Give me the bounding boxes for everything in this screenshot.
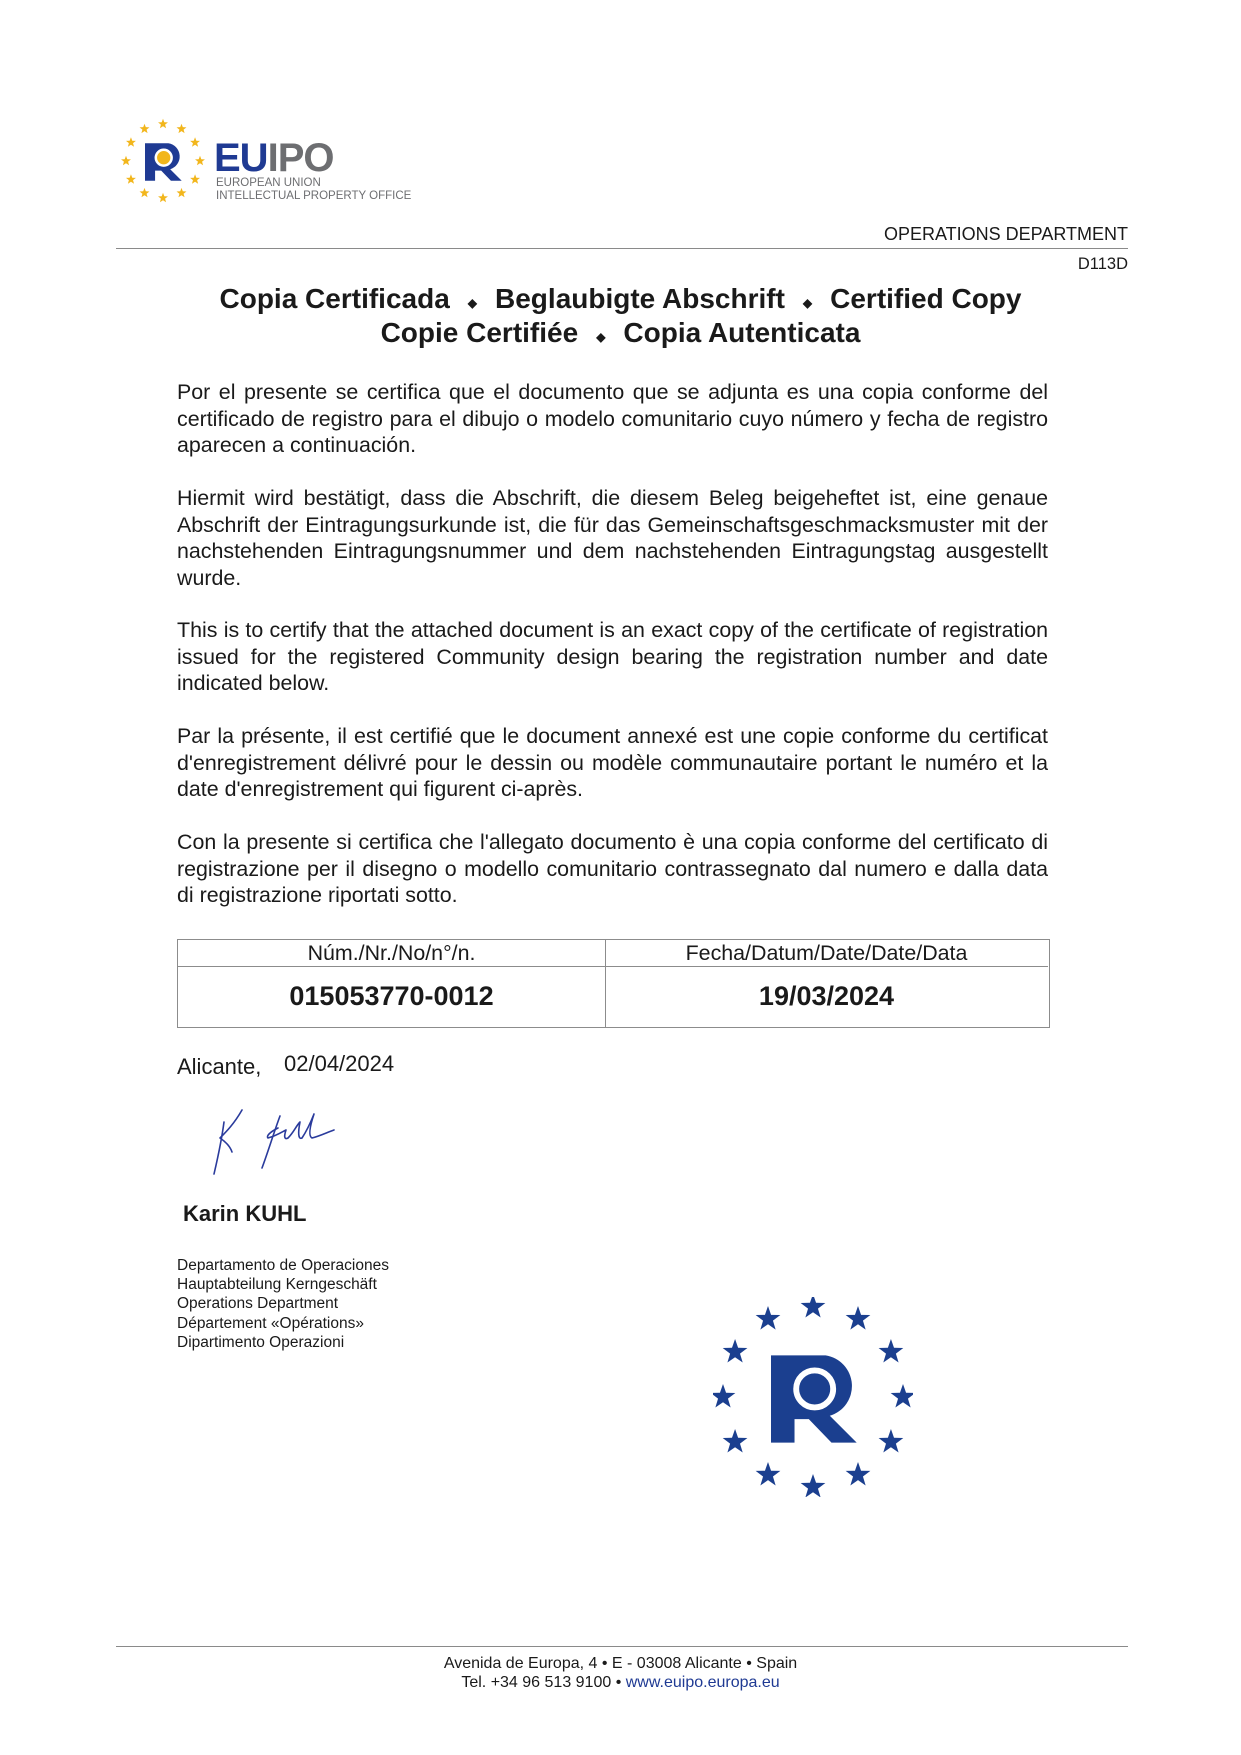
euipo-emblem	[713, 1297, 913, 1497]
footer-contact	[0, 1674, 1241, 1692]
r-letter-icon	[771, 1355, 857, 1442]
title-es: Copia Certificada	[219, 283, 450, 314]
header-divider	[116, 248, 1128, 249]
paragraph-en: This is to certify that the attached document is an exact copy of the certificate of registration issued for the registered Community design bearing the registration number and date indicated below.	[177, 618, 1048, 695]
title-it: Copia Autenticata	[623, 317, 861, 348]
paragraph-es: Por el presente se certifica que el documento que se adjunta es una copia conforme del certificado de registro para el dibujo o modelo comunitario cuyo número y fecha de registro aparecen a continuación.	[177, 380, 1048, 457]
gold-star-icon	[126, 137, 136, 146]
logo-subtitle-line1: EUROPEAN UNION	[216, 177, 321, 189]
gold-star-icon	[177, 188, 187, 197]
footer-phone: Tel. +34 96 513 9100 •	[461, 1674, 626, 1691]
gold-star-icon	[190, 137, 200, 146]
blue-star-icon	[713, 1384, 735, 1408]
blue-star-icon	[879, 1339, 904, 1363]
logo-subtitle-line2: INTELLECTUAL PROPERTY OFFICE	[216, 190, 412, 202]
table-column-divider	[605, 940, 606, 1027]
diamond-icon: ◆	[467, 295, 478, 310]
signatory-dept-de: Hauptabteilung Kerngeschäft	[177, 1276, 377, 1293]
registration-date: 19/03/2024	[758, 981, 895, 1011]
title-line-1	[0, 283, 1241, 315]
blue-star-icon	[846, 1462, 871, 1486]
diamond-icon: ◆	[596, 329, 606, 344]
form-reference: D113D	[1077, 255, 1128, 273]
issue-date: 02/04/2024	[284, 1051, 395, 1076]
handwritten-signature	[210, 1102, 360, 1182]
registration-number: 015053770-0012	[289, 981, 494, 1011]
number-header: Núm./Nr./No/n°/n.	[178, 940, 605, 967]
gold-star-icon	[195, 156, 205, 165]
footer-website-link[interactable]: www.euipo.europa.eu	[625, 1674, 780, 1691]
logo-word-eu: EU	[214, 136, 268, 180]
title-de: Beglaubigte Abschrift	[495, 283, 785, 314]
signatory-name: Karin KUHL	[183, 1201, 307, 1226]
footer-address: Avenida de Europa, 4 • E - 03008 Alicante • Spain	[443, 1655, 798, 1672]
blue-star-icon	[723, 1429, 748, 1453]
euipo-logo	[118, 116, 448, 206]
gold-star-icon	[140, 124, 150, 133]
blue-star-icon	[891, 1384, 913, 1408]
gold-star-icon	[140, 188, 150, 197]
signatory-dept-es: Departamento de Operaciones	[177, 1257, 389, 1274]
title-fr: Copie Certifiée	[380, 317, 579, 348]
blue-star-icon	[723, 1339, 748, 1363]
blue-star-icon	[801, 1474, 826, 1497]
date-header: Fecha/Datum/Date/Date/Data	[605, 940, 1048, 967]
paragraph-de: Hiermit wird bestätigt, dass die Abschrift, die diesem Beleg beigeheftet ist, eine genaue Abschrift der Eintragungsurkunde ist, die für das Gemeinschaftsgeschmacksmuster mit der nachstehenden Eintragungsnummer und dem nachstehenden Eintragungstag ausgestellt wurde.	[177, 486, 1048, 590]
signatory-dept-fr: Département «Opérations»	[177, 1315, 364, 1332]
signatory-dept-it: Dipartimento Operazioni	[177, 1334, 345, 1351]
blue-star-icon	[846, 1306, 871, 1330]
department-heading: OPERATIONS DEPARTMENT	[883, 224, 1128, 244]
paragraph-fr: Par la présente, il est certifié que le document annexé est une copie conforme du certificat d'enregistrement délivré pour le dessin ou modèle communautaire portant le numéro et la date d'enregistrement qui figurent ci-après.	[177, 724, 1048, 801]
gold-star-icon	[177, 124, 187, 133]
title-line-2	[0, 317, 1241, 349]
blue-star-icon	[801, 1297, 826, 1318]
paragraph-it: Con la presente si certifica che l'allegato documento è una copia conforme del certificato di registrazione per il disegno o modello comunitario contrassegnato dal numero e dalla data di registrazione riportati sotto.	[177, 830, 1048, 907]
signatory-dept-en: Operations Department	[177, 1295, 339, 1312]
registration-table	[177, 939, 1050, 1028]
euipo-logo-mark	[118, 116, 208, 206]
logo-wordmark	[214, 138, 333, 178]
issue-place: Alicante,	[177, 1054, 262, 1079]
blue-star-icon	[879, 1429, 904, 1453]
footer-divider	[116, 1646, 1128, 1647]
gold-star-icon	[190, 174, 200, 183]
blue-star-icon	[756, 1462, 781, 1486]
gold-star-icon	[121, 156, 131, 165]
logo-word-ipo: IPO	[267, 136, 334, 180]
r-letter-icon	[145, 143, 182, 180]
diamond-icon: ◆	[802, 295, 813, 310]
gold-star-icon	[126, 174, 136, 183]
blue-star-icon	[756, 1306, 781, 1330]
gold-star-icon	[158, 119, 168, 128]
title-en: Certified Copy	[830, 283, 1022, 314]
gold-star-icon	[158, 193, 168, 202]
